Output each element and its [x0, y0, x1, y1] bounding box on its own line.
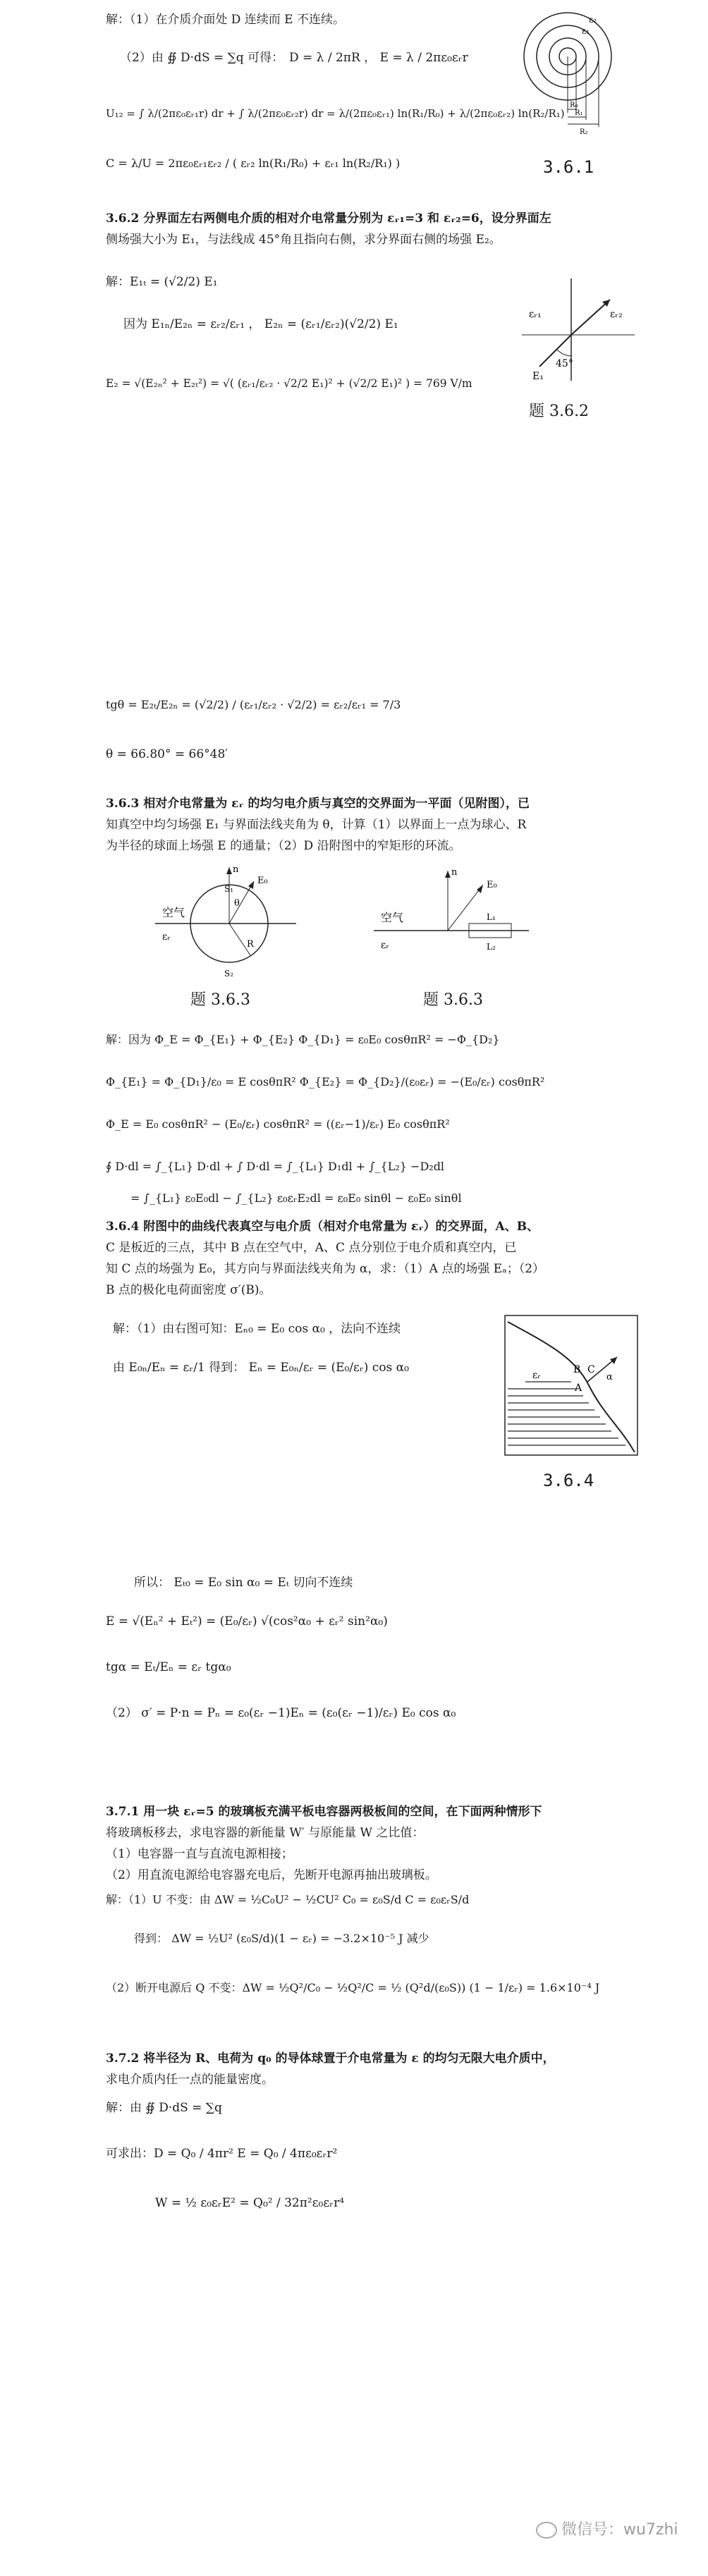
formula: = ∫_{L₁} ε₀E₀dl − ∫_{L₂} ε₀εᵣE₂dl = ε₀E₀ sinθl − ε₀E₀ sinθl — [130, 1191, 462, 1205]
figure-label: B — [573, 1364, 581, 1375]
list-item: （1）电容器一直与直流电源相接； — [106, 1847, 293, 1861]
formula: 可求出：D = Q₀ / 4πr² E = Q₀ / 4πε₀εᵣr² — [106, 2147, 338, 2161]
formula: 解：（1）由右图可知：Eₙ₀ = E₀ cos α₀ ，法向不连续 — [113, 1322, 401, 1336]
formula: 所以： Eₜ₀ = E₀ sin α₀ = Eₜ 切向不连续 — [134, 1576, 353, 1590]
figure-label: 空气 — [381, 911, 404, 924]
problem-text: 求电介质内任一点的能量密度。 — [106, 2073, 274, 2087]
figure-caption: 3.6.4 — [543, 1471, 594, 1490]
problem-heading: 3.6.3 相对介电常量为 εᵣ 的均匀电介质与真空的交界面为一平面（见附图），已 — [106, 797, 530, 811]
figure-label: R₀ — [570, 102, 578, 109]
problem-heading: 3.7.2 将半径为 R、电荷为 q₀ 的导体球置于介电常量为 ε 的均匀无限大电介质中， — [106, 2051, 555, 2066]
formula: 解：因为 Φ_E = Φ_{E₁} + Φ_{E₂} Φ_{D₁} = ε₀E₀ cosθπR² = −Φ_{D₂} — [106, 1033, 500, 1046]
boundary-figure — [515, 275, 642, 395]
figure-label: ε₁ — [582, 26, 590, 36]
figure-caption: 题 3.6.3 — [423, 991, 483, 1009]
problem-text: B 点的极化电荷面密度 σ′(B)。 — [106, 1283, 271, 1297]
figure-label: L₂ — [487, 942, 496, 952]
figure-label: L₁ — [487, 912, 496, 922]
formula: 因为 E₁ₙ/E₂ₙ = εᵣ₂/εᵣ₁ ， E₂ₙ = (εᵣ₁/εᵣ₂)(√2/2) E₁ — [123, 317, 398, 331]
figure-label: α — [606, 1372, 613, 1382]
figure-label: 45° — [556, 358, 573, 369]
problem-heading: 3.7.1 用一块 εᵣ=5 的玻璃板充满平板电容器两极板间的空间，在下面两种情形下 — [106, 1805, 542, 1819]
formula: D = λ / 2πR ， E = λ / 2πε₀εᵣr — [289, 51, 468, 65]
section-3-6-4 — [0, 1220, 708, 1784]
section-3-6-2 — [0, 211, 708, 775]
formula: （2） σ′ = P·n = Pₙ = ε₀(εᵣ −1)Eₙ = (ε₀(εᵣ −1)/εᵣ) E₀ cos α₀ — [106, 1706, 456, 1720]
formula: （2）断开电源后 Q 不变：ΔW = ½Q²/C₀ − ½Q²/C = ½ (Q²d/(ε₀S)) (1 − 1/εᵣ) = 1.6×10⁻⁴ J — [106, 1981, 600, 1994]
figure-label: C — [587, 1364, 595, 1375]
formula: 解：（1）U 不变：由 ΔW = ½C₀U² − ½CU² C₀ = ε₀S/d C = ε₀εᵣS/d — [106, 1893, 470, 1906]
figure-label: εᵣ₁ — [529, 309, 542, 320]
solution-line: （2）由 ∯ D·dS = ∑q 可得： — [120, 51, 284, 65]
interface-figure — [504, 1315, 638, 1456]
figure-label: R — [247, 939, 254, 950]
solution-line: 解：（1）在介质介面处 D 连续而 E 不连续。 — [106, 13, 345, 27]
problem-text: 知 C 点的场强为 E₀，其方向与界面法线夹角为 α，求：（1）A 点的场强 Eₐ；（2） — [106, 1262, 545, 1276]
figure-label: n — [233, 864, 239, 875]
figure-label: E₀ — [487, 880, 497, 890]
figure-label: 空气 — [162, 906, 185, 919]
formula: 得到： ΔW = ½U² (ε₀S/d)(1 − εᵣ) = −3.2×10⁻⁵ J 减少 — [134, 1932, 429, 1945]
section-3-7-2 — [0, 2051, 708, 2263]
formula: 由 E₀ₙ/Eₙ = εᵣ/1 得到： Eₙ = E₀ₙ/εᵣ = (E₀/εᵣ) cos α₀ — [113, 1361, 409, 1375]
formula: Φ_{E₁} = Φ_{D₁}/ε₀ = E cosθπR² Φ_{E₂} = Φ_{D₂}/(ε₀εᵣ) = −(E₀/εᵣ) cosθπR² — [106, 1075, 545, 1088]
figure-label: A — [575, 1382, 582, 1394]
figure-label: θ — [234, 898, 240, 909]
formula: 解：E₁ₜ = (√2/2) E₁ — [106, 275, 218, 289]
section-3-7-1 — [0, 1805, 708, 2051]
problem-heading: 3.6.2 分界面左右两侧电介质的相对介电常量分别为 εᵣ₁=3 和 εᵣ₂=6，设分界面左 — [106, 211, 551, 226]
problem-text: 侧场强大小为 E₁，与法线成 45°角且指向右侧，求分界面右侧的场强 E₂。 — [106, 233, 501, 247]
formula: E = √(Eₙ² + Eₜ²) = (E₀/εᵣ) √(cos²α₀ + εᵣ² sin²α₀) — [106, 1614, 388, 1629]
formula: tgα = Eₜ/Eₙ = εᵣ tgα₀ — [106, 1660, 231, 1674]
figure-label: R₂ — [580, 128, 588, 136]
wechat-icon — [536, 2522, 557, 2539]
figure-label: S₂ — [224, 969, 234, 979]
watermark-text: 微信号：wu7zhi — [561, 2521, 678, 2539]
problem-text: 为半径的球面上场强 E 的通量；（2）D 沿附图中的窄矩形的环流。 — [106, 839, 461, 853]
formula: E₂ = √(E₂ₙ² + E₂ₜ²) = √( (εᵣ₁/εᵣ₂ · √2/2 E₁)² + (√2/2 E₁)² ) = 769 V/m — [106, 377, 472, 390]
figure-label: n — [451, 867, 458, 878]
sphere-figure — [148, 864, 303, 983]
figure-caption: 3.6.1 — [543, 157, 594, 177]
figure-label: εᵣ — [532, 1370, 542, 1381]
formula: W = ½ ε₀εᵣE² = Q₀² / 32π²ε₀εᵣr⁴ — [155, 2196, 345, 2210]
coaxial-figure — [515, 7, 621, 148]
figure-label: R₁ — [575, 109, 583, 117]
formula: U₁₂ = ∫ λ/(2πε₀εᵣ₁r) dr + ∫ λ/(2πε₀εᵣ₂r) dr = λ/(2πε₀εᵣ₁) ln(R₁/R₀) + λ/(2πε₀εᵣ₂) ln(R₂/R₁) — [106, 107, 565, 120]
figure-label: E₁ — [532, 371, 544, 382]
formula: C = λ/U = 2πε₀εᵣ₁εᵣ₂ / ( εᵣ₂ ln(R₁/R₀) + εᵣ₁ ln(R₂/R₁) ) — [106, 157, 401, 170]
formula: tgθ = E₂ₜ/E₂ₙ = (√2/2) / (εᵣ₁/εᵣ₂ · √2/2) = εᵣ₂/εᵣ₁ = 7/3 — [106, 698, 401, 711]
problem-text: C 是板近的三点，其中 B 点在空气中，A、C 点分别位于电介质和真空内，已 — [106, 1241, 517, 1255]
loop-figure — [367, 864, 536, 983]
problem-text: 知真空中均匀场强 E₁ 与界面法线夹角为 θ，计算（1）以界面上一点为球心、R — [106, 818, 527, 832]
wechat-watermark — [536, 2520, 678, 2540]
section-3-6-1 — [0, 0, 708, 204]
figure-label: S₁ — [224, 884, 234, 894]
formula: θ = 66.80° = 66°48′ — [106, 747, 228, 761]
figure-label: εᵣ₂ — [610, 309, 623, 320]
formula: 解：由 ∯ D·dS = ∑q — [106, 2101, 222, 2115]
figure-caption: 题 3.6.3 — [190, 991, 250, 1009]
figure-label: ε₂ — [589, 15, 597, 25]
figure-caption: 题 3.6.2 — [529, 403, 589, 420]
list-item: （2）用直流电源给电容器充电后，先断开电源再抽出玻璃板。 — [106, 1868, 437, 1882]
figure-label: E₀ — [257, 876, 268, 886]
formula: ∮ D·dl = ∫_{L₁} D·dl + ∫ D·dl = ∫_{L₁} D₁dl + ∫_{L₂} −D₂dl — [106, 1160, 445, 1173]
figure-label: εᵣ — [162, 931, 171, 943]
problem-heading: 3.6.4 附图中的曲线代表真空与电介质（相对介电常量为 εᵣ）的交界面，A、B、 — [106, 1220, 539, 1234]
formula: Φ_E = E₀ cosθπR² − (E₀/εᵣ) cosθπR² = ((εᵣ−1)/εᵣ) E₀ cosθπR² — [106, 1117, 450, 1131]
figure-label: εᵣ — [381, 940, 390, 951]
problem-text: 将玻璃板移去，求电容器的新能量 W′ 与原能量 W 之比值： — [106, 1826, 425, 1840]
